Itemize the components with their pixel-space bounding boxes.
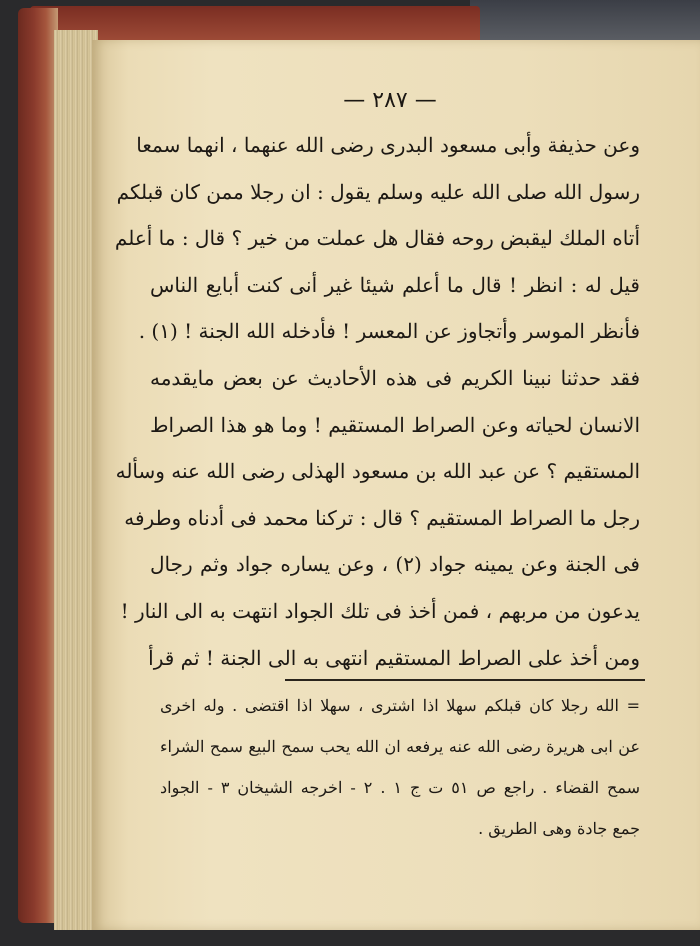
body-line: الانسان لحياته وعن الصراط المستقيم ! وما هو هذا الصراط xyxy=(150,412,640,437)
body-line: فقد حدثنا نبينا الكريم فى هذه الأحاديث عن بعض مايقدمه xyxy=(150,365,640,390)
footnote-line: = الله رجلا كان قبلكم سهلا اذا اشترى ، سهلا اذا اقتضى . وله اخرى xyxy=(160,696,640,715)
body-text xyxy=(114,122,640,681)
book-spine xyxy=(18,8,58,923)
body-line: قيل له : انظر ! قال ما أعلم شيئا غير أنى كنت أبايع الناس xyxy=(150,272,640,297)
footnotes xyxy=(160,685,640,849)
body-line: فأنظر الموسر وأتجاوز عن المعسر ! فأدخله الله الجنة ! (١) . xyxy=(138,319,640,344)
footnote-line: سمح القضاء . راجع ص ٥١ ت ج ١ . ٢ - اخرجه الشيخان ٣ - الجواد xyxy=(160,778,641,797)
body-line: أتاه الملك ليقبض روحه فقال هل عملت من خير ؟ قال : ما أعلم xyxy=(114,226,640,251)
body-line: ومن أخذ على الصراط المستقيم انتهى به الى الجنة ! ثم قرأ xyxy=(148,645,640,670)
body-line: المستقيم ؟ عن عبد الله بن مسعود الهذلى رضى الله عنه وسأله xyxy=(115,459,640,484)
body-line: يدعون من مربهم ، فمن أخذ فى تلك الجواد انتهت به الى النار ! xyxy=(120,598,640,623)
page-number: — ٢٨٧ — xyxy=(343,88,437,113)
footnote-line: جمع جادة وهى الطريق . xyxy=(478,819,640,838)
body-line: فى الجنة وعن يمينه جواد (٢) ، وعن يساره جواد وثم رجال xyxy=(150,552,640,577)
footnote-line: عن ابى هريرة رضى الله عنه يرفعه ان الله يحب سمح البيع سمح الشراء xyxy=(160,737,641,756)
footnote-divider xyxy=(285,679,645,681)
book-cover-top xyxy=(470,0,700,40)
body-line: رجل ما الصراط المستقيم ؟ قال : تركنا محمد فى أدناه وطرفه xyxy=(124,505,640,530)
body-line: وعن حذيفة وأبى مسعود البدرى رضى الله عنهما ، انهما سمعا xyxy=(136,133,640,157)
body-line: رسول الله صلى الله عليه وسلم يقول : ان رجلا ممن كان قبلكم xyxy=(116,179,640,204)
